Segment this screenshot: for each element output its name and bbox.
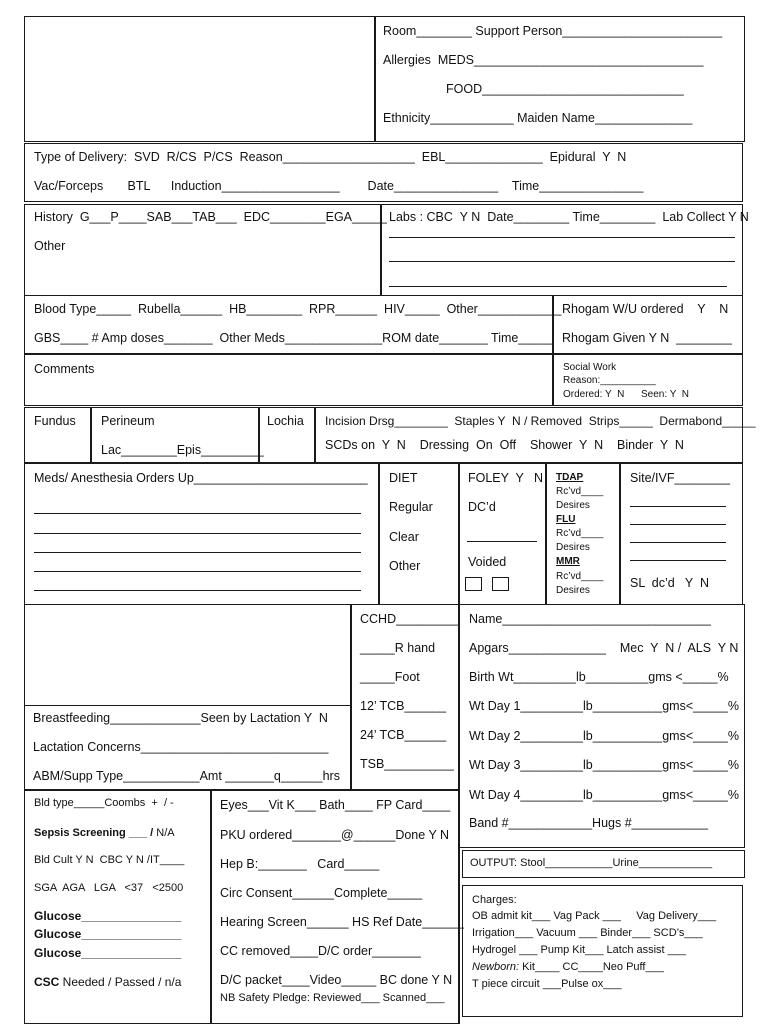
abm-supp-field[interactable]: ABM/Supp Type___________Amt _______q______hrs bbox=[33, 769, 340, 783]
newborn-label: Newborn: bbox=[472, 961, 520, 973]
comments-label: Comments bbox=[34, 362, 95, 376]
bld-type-coombs-field[interactable]: Bld type_____Coombs + / - bbox=[34, 797, 174, 809]
history-line[interactable]: History G___P____SAB___TAB___ EDC________EGA_____ bbox=[34, 210, 387, 224]
lac-epis-field[interactable]: Lac________Epis_________ bbox=[101, 443, 264, 457]
meds-write-line[interactable] bbox=[34, 513, 361, 514]
history-other-label: Other bbox=[34, 239, 66, 253]
voided-checkbox[interactable] bbox=[492, 577, 509, 591]
meds-write-line[interactable] bbox=[34, 533, 361, 534]
weight-day4-field[interactable]: Wt Day 4_________lb__________gms<_____% bbox=[469, 788, 740, 802]
site-write-line[interactable] bbox=[630, 542, 726, 543]
hep-b-field[interactable]: Hep B:_______ Card_____ bbox=[220, 857, 380, 871]
delivery-method-line[interactable]: Vac/Forceps BTL Induction_________________ Date_______________ Time_______________ bbox=[34, 179, 644, 193]
pku-field[interactable]: PKU ordered_______@______Done Y N bbox=[220, 828, 450, 842]
delivery-type-line[interactable]: Type of Delivery: SVD R/CS P/CS Reason___________________ EBL______________ Epidural Y N bbox=[34, 150, 627, 164]
site-write-line[interactable] bbox=[630, 524, 726, 525]
diet-option-regular[interactable]: Regular bbox=[389, 500, 433, 514]
charges-line-1[interactable]: OB admit kit___ Vag Pack ___ Vag Delivery___ bbox=[472, 910, 717, 922]
glucose-field[interactable]: Glucose_______________ bbox=[34, 909, 182, 923]
charges-line-2[interactable]: Irrigation___ Vacuum ___ Binder___ SCD’s___ bbox=[472, 927, 703, 939]
dc-packet-field[interactable]: D/C packet____Video_____ BC done Y N bbox=[220, 973, 453, 987]
breastfeeding-section bbox=[24, 604, 352, 790]
flu-received[interactable]: Rc’vd____ bbox=[556, 528, 604, 539]
charges-title: Charges: bbox=[472, 894, 517, 906]
right-column-border bbox=[458, 848, 459, 1024]
circ-consent-field[interactable]: Circ Consent______Complete_____ bbox=[220, 886, 423, 900]
voided-checkbox[interactable] bbox=[465, 577, 482, 591]
csc-options: Needed / Passed / n/a bbox=[59, 975, 182, 989]
band-hugs-field[interactable]: Band #____________Hugs #___________ bbox=[469, 816, 709, 830]
tcb-12-field[interactable]: 12’ TCB______ bbox=[360, 699, 447, 713]
allergies-food-field[interactable]: FOOD_____________________________ bbox=[446, 82, 684, 96]
social-work-title: Social Work bbox=[563, 362, 617, 373]
eyes-vitk-bath-field[interactable]: Eyes___Vit K___ Bath____ FP Card____ bbox=[220, 798, 451, 812]
care-section bbox=[210, 790, 460, 1024]
header-blank-area[interactable] bbox=[24, 16, 376, 142]
sepsis-label: Sepsis Screening ___ / bbox=[34, 827, 154, 839]
tdap-received[interactable]: Rc’vd____ bbox=[556, 486, 604, 497]
output-stool-urine-field[interactable]: OUTPUT: Stool___________Urine____________ bbox=[470, 857, 713, 869]
fundus-label: Fundus bbox=[34, 414, 76, 428]
sl-dcd-field[interactable]: SL dc’d Y N bbox=[630, 576, 709, 590]
labs-write-line[interactable] bbox=[389, 261, 735, 262]
foley-dcd-line[interactable] bbox=[467, 541, 537, 542]
charges-line-5[interactable]: T piece circuit ___Pulse ox___ bbox=[472, 978, 622, 990]
csc-field[interactable] bbox=[34, 975, 181, 989]
labs-write-line[interactable] bbox=[389, 286, 727, 287]
weight-day2-field[interactable]: Wt Day 2_________lb__________gms<_____% bbox=[469, 729, 740, 743]
tsb-field[interactable]: TSB__________ bbox=[360, 757, 454, 771]
tcb-24-field[interactable]: 24’ TCB______ bbox=[360, 728, 447, 742]
csc-label: CSC bbox=[34, 975, 60, 989]
weight-day3-field[interactable]: Wt Day 3_________lb__________gms<_____% bbox=[469, 758, 740, 772]
breastfeeding-line[interactable]: Breastfeeding_____________Seen by Lactation Y N bbox=[33, 711, 328, 725]
social-work-reason[interactable]: Reason:__________ bbox=[563, 375, 656, 386]
site-ivf-label[interactable]: Site/IVF________ bbox=[630, 471, 731, 485]
meds-write-line[interactable] bbox=[34, 571, 361, 572]
newborn-name-field[interactable]: Name______________________________ bbox=[469, 612, 711, 626]
labs-write-line[interactable] bbox=[389, 237, 735, 238]
labs-cbc-line[interactable]: Labs : CBC Y N Date________ Time________ Lab Collect Y N bbox=[389, 210, 749, 224]
glucose-field[interactable]: Glucose_______________ bbox=[34, 927, 182, 941]
glucose-field[interactable]: Glucose_______________ bbox=[34, 946, 182, 960]
rhogam-given[interactable]: Rhogam Given Y N ________ bbox=[562, 331, 732, 345]
cchd-field[interactable]: CCHD_________ bbox=[360, 612, 459, 626]
scds-line[interactable]: SCDs on Y N Dressing On Off Shower Y N Binder Y N bbox=[325, 438, 684, 452]
diet-option-other[interactable]: Other bbox=[389, 559, 421, 573]
rhogam-ordered[interactable]: Rhogam W/U ordered Y N bbox=[562, 302, 729, 316]
gbs-line[interactable]: GBS____ # Amp doses_______ Other Meds______________ROM date_______ Time_____ bbox=[34, 331, 554, 345]
lochia-label: Lochia bbox=[267, 414, 304, 428]
sepsis-na: N/A bbox=[153, 827, 175, 839]
foley-dcd-label: DC’d bbox=[468, 500, 496, 514]
allergies-meds-field[interactable]: Allergies MEDS_________________________________ bbox=[383, 53, 704, 67]
cchd-right-hand-field[interactable]: _____R hand bbox=[360, 641, 436, 655]
breastfeeding-divider bbox=[24, 705, 352, 706]
voided-label: Voided bbox=[468, 555, 507, 569]
meds-anesthesia-label[interactable]: Meds/ Anesthesia Orders Up_________________________ bbox=[34, 471, 368, 485]
cchd-foot-field[interactable]: _____Foot bbox=[360, 670, 420, 684]
tdap-desires[interactable]: Desires bbox=[556, 500, 590, 511]
charges-line-3[interactable]: Hydrogel ___ Pump Kit___ Latch assist ___ bbox=[472, 944, 687, 956]
sepsis-screening-field[interactable] bbox=[34, 826, 175, 840]
sga-aga-lga-field[interactable]: SGA AGA LGA <37 <2500 bbox=[34, 882, 184, 894]
diet-option-clear[interactable]: Clear bbox=[389, 530, 419, 544]
site-write-line[interactable] bbox=[630, 506, 726, 507]
foley-title[interactable]: FOLEY Y N bbox=[468, 471, 544, 485]
lactation-concerns-field[interactable]: Lactation Concerns___________________________ bbox=[33, 740, 329, 754]
room-support-field[interactable]: Room________ Support Person_______________________ bbox=[383, 24, 723, 38]
social-work-ordered-seen[interactable]: Ordered: Y N Seen: Y N bbox=[563, 389, 689, 400]
perineum-label: Perineum bbox=[101, 414, 155, 428]
mmr-received[interactable]: Rc’vd____ bbox=[556, 571, 604, 582]
safety-pledge-field[interactable]: NB Safety Pledge: Reviewed___ Scanned___ bbox=[220, 992, 445, 1004]
charges-newborn-line[interactable] bbox=[472, 960, 664, 974]
diet-title: DIET bbox=[389, 471, 418, 485]
blood-type-line[interactable]: Blood Type_____ Rubella______ HB________ RPR______ HIV_____ Other____________ bbox=[34, 302, 562, 316]
flu-label: FLU bbox=[556, 514, 576, 525]
site-write-line[interactable] bbox=[630, 560, 726, 561]
meds-write-line[interactable] bbox=[34, 552, 361, 553]
cc-removed-field[interactable]: CC removed____D/C order_______ bbox=[220, 944, 421, 958]
apgars-field[interactable]: Apgars______________ Mec Y N / ALS Y N bbox=[469, 641, 739, 655]
bld-cult-cbc-field[interactable]: Bld Cult Y N CBC Y N /IT____ bbox=[34, 854, 185, 866]
newborn-charges: Kit____ CC____Neo Puff___ bbox=[519, 961, 664, 973]
mmr-label: MMR bbox=[556, 556, 580, 567]
weight-day1-field[interactable]: Wt Day 1_________lb__________gms<_____% bbox=[469, 699, 740, 713]
birth-weight-field[interactable]: Birth Wt_________lb_________gms <_____% bbox=[469, 670, 729, 684]
mmr-desires[interactable]: Desires bbox=[556, 585, 590, 596]
comments-section[interactable] bbox=[24, 354, 554, 406]
incision-line[interactable]: Incision Drsg________ Staples Y N / Removed Strips_____ Dermabond_____ bbox=[325, 414, 756, 428]
tdap-label: TDAP bbox=[556, 472, 584, 483]
flu-desires[interactable]: Desires bbox=[556, 542, 590, 553]
hearing-screen-field[interactable]: Hearing Screen______ HS Ref Date______ bbox=[220, 915, 464, 929]
meds-write-line[interactable] bbox=[34, 590, 361, 591]
ethnicity-maiden-field[interactable]: Ethnicity____________ Maiden Name______________ bbox=[383, 111, 693, 125]
